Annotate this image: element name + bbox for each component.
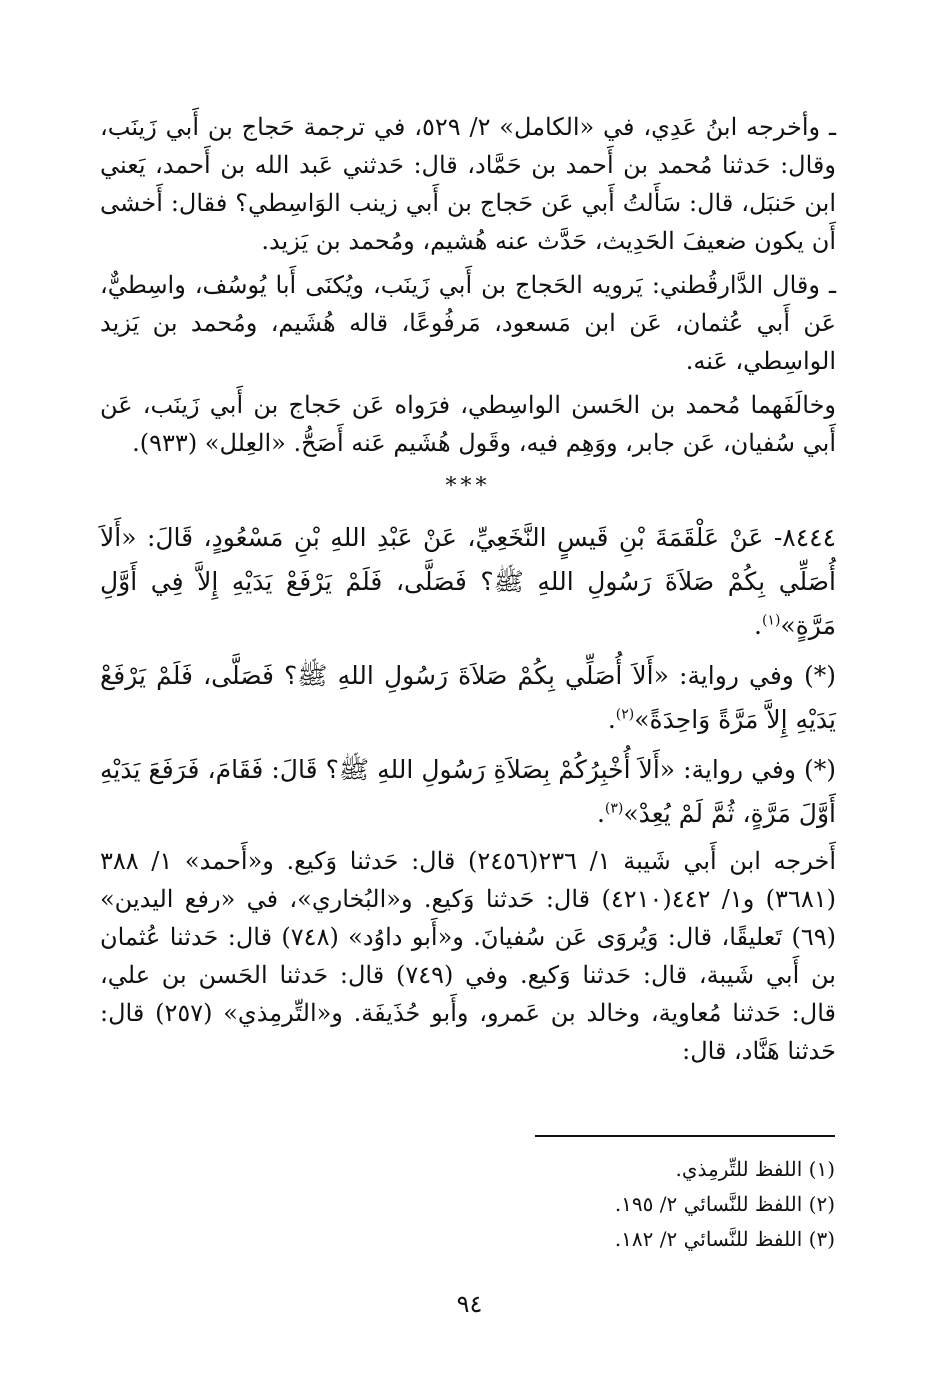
footnote-2: (٢) اللفظ للنَّسائي ٢/ ١٩٥. — [614, 1192, 835, 1216]
variant-narration-1 — [100, 654, 836, 742]
variant-narration-2 — [100, 748, 836, 836]
main-text — [100, 108, 836, 1076]
footnote-ref-3: (٣) — [604, 800, 624, 817]
hadith-matn: ٨٤٤٤- عَنْ عَلْقَمَةَ بْنِ قَيسٍ النَّخَعِيِّ، عَنْ عَبْدِ اللهِ بْنِ مَسْعُودٍ، قَالَ: «أَلاَ أُصَلِّي بِكُمْ صَلاَةَ رَسُولِ اللهِ ﷺ؟ فَصَلَّى، فَلَمْ يَرْفَعْ يَدَيْهِ إِلاَّ فِي أَوَّلِ مَرَّةٍ» — [100, 523, 836, 640]
footnote-divider — [535, 1135, 835, 1137]
paragraph-daraqutni: ـ وقال الدَّارقُطني: يَرويه الحَجاج بن أَبي زَينَب، ويُكنَى أَبا يُوسُف، واسِطيٌّ، عَن أَبي عُثمان، عَن ابن مَسعود، مَرفُوعًا، قاله هُشَيم، ومُحمد بن يَزيد الواسِطي، عَنه. — [100, 271, 836, 375]
page-number: ٩٤ — [456, 1290, 483, 1318]
variant-end: . — [607, 705, 616, 734]
hadith-text — [100, 516, 836, 648]
footnotes — [400, 1152, 835, 1257]
takhrij-paragraph: أَخرجه ابن أَبي شَيبة ١/ ٢٣٦(٢٤٥٦) قال: حَدثنا وَكيع. و«أَحمد» ١/ ٣٨٨ (٣٦٨١) و١/ ٤٤٢(٤٢١٠) قال: حَدثنا وَكيع. و«البُخاري»، في «رفع اليدين» (٦٩) تَعليقًا، قال: وَيُروَى عَن سُفيانَ. و«أَبو داوُد» (٧٤٨) قال: حَدثنا عُثمان بن أَبي شَيبة، قال: حَدثنا وَكيع. وفي (٧٤٩) قال: حَدثنا الحَسن بن علي، قال: حَدثنا مُعاوية، وخالد بن عَمرو، وأَبو حُذَيفَة. و«التِّرمِذي» (٢٥٧) قال: حَدثنا هَنَّاد، قال: — [100, 847, 836, 1065]
variant-text: (*) وفي رواية: «أَلاَ أُخْبِرُكُمْ بِصَلاَةِ رَسُولِ اللهِ ﷺ؟ قَالَ: فَقَامَ، فَرَفَعَ يَدَيْهِ أَوَّلَ مَرَّةٍ، ثُمَّ لَمْ يُعِدْ» — [100, 755, 836, 828]
footnote-3: (٣) اللفظ للنَّسائي ٢/ ١٨٢. — [614, 1227, 835, 1251]
paragraph-khalafahuma: وخالَفَهما مُحمد بن الحَسن الواسِطي، فرَواه عَن حَجاج بن أَبي زَينَب، عَن أَبي سُفيان، عَن جابر، ووَهِم فيه، وقَول هُشَيم عَنه أَصَحُّ. «العِلل» (٩٣٣). — [100, 391, 836, 457]
hadith-end: . — [753, 611, 762, 640]
variant-text: (*) وفي رواية: «أَلاَ أُصَلِّي بِكُمْ صَلاَةَ رَسُولِ اللهِ ﷺ؟ فَصَلَّى، فَلَمْ يَرْفَعْ يَدَيْهِ إِلاَّ مَرَّةً وَاحِدَةً» — [100, 661, 836, 734]
paragraph-ibn-adi: ـ وأخرجه ابنُ عَدِي، في «الكامل» ٢/ ٥٢٩، في ترجمة حَجاج بن أَبي زَينَب، وقال: حَدثنا مُحمد بن أَحمد بن حَمَّاد، قال: حَدثني عَبد الله بن أَحمد، يَعني ابن حَنبَل، قال: سَأَلتُ أَبي عَن حَجاج بن أَبي زينب الوَاسِطي؟ فقال: أَخشى أَن يكون ضعيفَ الحَدِيث، حَدَّث عنه هُشيم، ومُحمد بن يَزيد. — [100, 113, 836, 255]
variant-end: . — [596, 799, 605, 828]
section-separator: *** — [445, 474, 491, 499]
footnote-ref-2: (٢) — [615, 706, 635, 723]
footnote-ref-1: (١) — [761, 612, 781, 629]
footnote-1: (١) اللفظ للتِّرمِذي. — [675, 1157, 835, 1181]
